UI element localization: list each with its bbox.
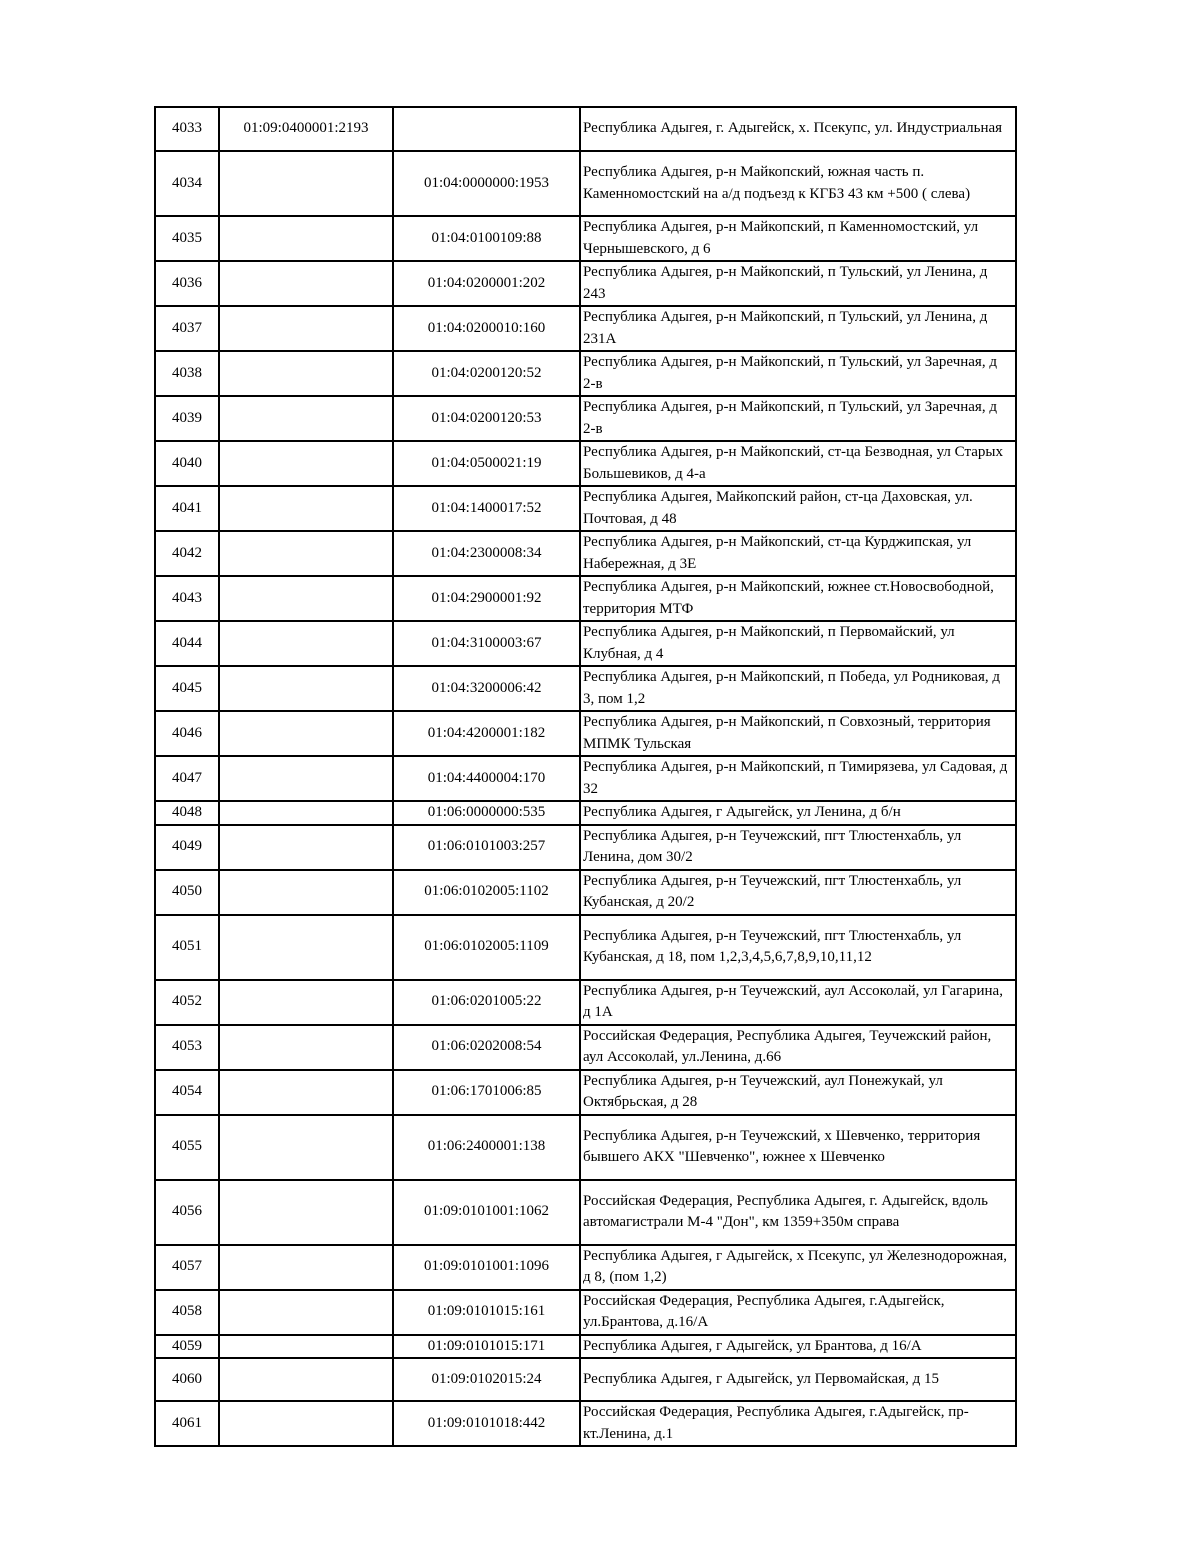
address-cell: Республика Адыгея, р-н Майкопский, п Каменномостский, ул Чернышевского, д 6	[580, 216, 1016, 261]
row-number-cell: 4041	[155, 486, 219, 531]
cadastral-number-cell	[219, 825, 393, 870]
row-number-cell: 4046	[155, 711, 219, 756]
table-row	[155, 1245, 1016, 1290]
cadastral-number-alt-cell: 01:06:2400001:138	[393, 1115, 580, 1180]
cadastral-number-alt-cell: 01:06:0102005:1109	[393, 915, 580, 980]
table-row	[155, 261, 1016, 306]
address-cell: Республика Адыгея, р-н Майкопский, п Тульский, ул Заречная, д 2-в	[580, 396, 1016, 441]
cadastral-number-cell	[219, 1180, 393, 1245]
cadastral-number-cell	[219, 216, 393, 261]
cadastral-number-alt-cell: 01:04:2300008:34	[393, 531, 580, 576]
address-cell: Республика Адыгея, р-н Майкопский, п Победа, ул Родниковая, д 3, пом 1,2	[580, 666, 1016, 711]
address-cell: Республика Адыгея, р-н Майкопский, ст-ца Курджипская, ул Набережная, д 3Е	[580, 531, 1016, 576]
cadastral-number-alt-cell: 01:09:0102015:24	[393, 1358, 580, 1401]
table-row	[155, 915, 1016, 980]
table-row	[155, 531, 1016, 576]
row-number-cell: 4047	[155, 756, 219, 801]
cadastral-number-alt-cell: 01:06:0201005:22	[393, 980, 580, 1025]
cadastral-number-cell	[219, 621, 393, 666]
table-row	[155, 825, 1016, 870]
row-number-cell: 4049	[155, 825, 219, 870]
row-number-cell: 4035	[155, 216, 219, 261]
table-row	[155, 396, 1016, 441]
table-row	[155, 1070, 1016, 1115]
table-row	[155, 1335, 1016, 1359]
row-number-cell: 4045	[155, 666, 219, 711]
address-cell: Республика Адыгея, г Адыгейск, ул Ленина, д б/н	[580, 801, 1016, 825]
cadastral-number-cell	[219, 756, 393, 801]
table-row	[155, 1180, 1016, 1245]
table-row	[155, 351, 1016, 396]
row-number-cell: 4057	[155, 1245, 219, 1290]
table-row	[155, 1358, 1016, 1401]
row-number-cell: 4038	[155, 351, 219, 396]
table-row	[155, 666, 1016, 711]
cadastral-number-alt-cell: 01:04:1400017:52	[393, 486, 580, 531]
row-number-cell: 4060	[155, 1358, 219, 1401]
cadastral-number-alt-cell: 01:09:0101001:1062	[393, 1180, 580, 1245]
row-number-cell: 4034	[155, 151, 219, 216]
row-number-cell: 4051	[155, 915, 219, 980]
address-cell: Российская Федерация, Республика Адыгея, г.Адыгейск, пр-кт.Ленина, д.1	[580, 1401, 1016, 1446]
cadastral-number-alt-cell: 01:06:0102005:1102	[393, 870, 580, 915]
cadastral-number-alt-cell: 01:04:0500021:19	[393, 441, 580, 486]
cadastral-number-alt-cell: 01:06:0101003:257	[393, 825, 580, 870]
cadastral-number-alt-cell: 01:04:3100003:67	[393, 621, 580, 666]
cadastral-number-cell	[219, 261, 393, 306]
table-row	[155, 151, 1016, 216]
row-number-cell: 4042	[155, 531, 219, 576]
cadastral-number-alt-cell: 01:04:3200006:42	[393, 666, 580, 711]
address-cell: Республика Адыгея, р-н Майкопский, п Совхозный, территория МПМК Тульская	[580, 711, 1016, 756]
cadastral-number-alt-cell: 01:04:0200120:53	[393, 396, 580, 441]
cadastral-number-alt-cell: 01:06:1701006:85	[393, 1070, 580, 1115]
row-number-cell: 4037	[155, 306, 219, 351]
row-number-cell: 4036	[155, 261, 219, 306]
row-number-cell: 4043	[155, 576, 219, 621]
row-number-cell: 4061	[155, 1401, 219, 1446]
cadastral-number-alt-cell: 01:04:0100109:88	[393, 216, 580, 261]
cadastral-number-cell	[219, 151, 393, 216]
cadastral-number-cell	[219, 576, 393, 621]
address-cell: Республика Адыгея, р-н Теучежский, аул Ассоколай, ул Гагарина, д 1А	[580, 980, 1016, 1025]
cadastral-number-alt-cell	[393, 107, 580, 151]
cadastral-number-alt-cell: 01:09:0101015:161	[393, 1290, 580, 1335]
cadastral-number-cell	[219, 351, 393, 396]
row-number-cell: 4039	[155, 396, 219, 441]
table-row	[155, 870, 1016, 915]
table-row	[155, 1025, 1016, 1070]
registry-table-body	[155, 107, 1016, 1446]
cadastral-number-cell	[219, 1335, 393, 1359]
cadastral-number-alt-cell: 01:04:4400004:170	[393, 756, 580, 801]
cadastral-number-cell	[219, 531, 393, 576]
table-row	[155, 306, 1016, 351]
table-row	[155, 1401, 1016, 1446]
cadastral-number-cell	[219, 1401, 393, 1446]
row-number-cell: 4050	[155, 870, 219, 915]
row-number-cell: 4044	[155, 621, 219, 666]
cadastral-number-cell	[219, 1025, 393, 1070]
cadastral-number-cell	[219, 1115, 393, 1180]
address-cell: Российская Федерация, Республика Адыгея, г.Адыгейск, ул.Брантова, д.16/А	[580, 1290, 1016, 1335]
cadastral-number-alt-cell: 01:09:0101015:171	[393, 1335, 580, 1359]
address-cell: Республика Адыгея, г Адыгейск, ул Первомайская, д 15	[580, 1358, 1016, 1401]
row-number-cell: 4033	[155, 107, 219, 151]
table-row	[155, 980, 1016, 1025]
row-number-cell: 4054	[155, 1070, 219, 1115]
cadastral-number-cell	[219, 441, 393, 486]
address-cell: Республика Адыгея, р-н Майкопский, п Тимирязева, ул Садовая, д 32	[580, 756, 1016, 801]
cadastral-number-alt-cell: 01:04:4200001:182	[393, 711, 580, 756]
cadastral-number-alt-cell: 01:06:0000000:535	[393, 801, 580, 825]
address-cell: Республика Адыгея, р-н Майкопский, п Тульский, ул Ленина, д 231А	[580, 306, 1016, 351]
address-cell: Республика Адыгея, р-н Теучежский, аул Понежукай, ул Октябрьская, д 28	[580, 1070, 1016, 1115]
cadastral-number-cell	[219, 801, 393, 825]
address-cell: Республика Адыгея, г Адыгейск, х Псекупс, ул Железнодорожная, д 8, (пом 1,2)	[580, 1245, 1016, 1290]
registry-table	[154, 106, 1017, 1447]
cadastral-number-alt-cell: 01:04:2900001:92	[393, 576, 580, 621]
cadastral-number-cell	[219, 980, 393, 1025]
cadastral-number-alt-cell: 01:04:0200120:52	[393, 351, 580, 396]
table-row	[155, 216, 1016, 261]
table-row	[155, 756, 1016, 801]
row-number-cell: 4048	[155, 801, 219, 825]
cadastral-number-cell: 01:09:0400001:2193	[219, 107, 393, 151]
table-row	[155, 107, 1016, 151]
address-cell: Республика Адыгея, р-н Майкопский, ст-ца Безводная, ул Старых Большевиков, д 4-а	[580, 441, 1016, 486]
row-number-cell: 4040	[155, 441, 219, 486]
table-row	[155, 621, 1016, 666]
cadastral-number-alt-cell: 01:09:0101001:1096	[393, 1245, 580, 1290]
table-row	[155, 801, 1016, 825]
cadastral-number-cell	[219, 306, 393, 351]
row-number-cell: 4053	[155, 1025, 219, 1070]
address-cell: Республика Адыгея, р-н Майкопский, южнее ст.Новосвободной, территория МТФ	[580, 576, 1016, 621]
address-cell: Республика Адыгея, г. Адыгейск, х. Псекупс, ул. Индустриальная	[580, 107, 1016, 151]
address-cell: Республика Адыгея, р-н Теучежский, пгт Тлюстенхабль, ул Ленина, дом 30/2	[580, 825, 1016, 870]
cadastral-number-cell	[219, 1245, 393, 1290]
table-row	[155, 441, 1016, 486]
address-cell: Республика Адыгея, р-н Майкопский, п Тульский, ул Ленина, д 243	[580, 261, 1016, 306]
address-cell: Республика Адыгея, р-н Теучежский, пгт Тлюстенхабль, ул Кубанская, д 20/2	[580, 870, 1016, 915]
address-cell: Российская Федерация, Республика Адыгея, Теучежский район, аул Ассоколай, ул.Ленина, д.66	[580, 1025, 1016, 1070]
row-number-cell: 4052	[155, 980, 219, 1025]
row-number-cell: 4058	[155, 1290, 219, 1335]
table-row	[155, 711, 1016, 756]
cadastral-number-alt-cell: 01:04:0000000:1953	[393, 151, 580, 216]
cadastral-number-cell	[219, 711, 393, 756]
address-cell: Республика Адыгея, р-н Майкопский, п Первомайский, ул Клубная, д 4	[580, 621, 1016, 666]
cadastral-number-cell	[219, 1358, 393, 1401]
cadastral-number-alt-cell: 01:04:0200001:202	[393, 261, 580, 306]
cadastral-number-alt-cell: 01:06:0202008:54	[393, 1025, 580, 1070]
address-cell: Республика Адыгея, г Адыгейск, ул Брантова, д 16/А	[580, 1335, 1016, 1359]
address-cell: Республика Адыгея, р-н Майкопский, п Тульский, ул Заречная, д 2-в	[580, 351, 1016, 396]
cadastral-number-alt-cell: 01:04:0200010:160	[393, 306, 580, 351]
cadastral-number-cell	[219, 1290, 393, 1335]
table-row	[155, 1290, 1016, 1335]
address-cell: Республика Адыгея, Майкопский район, ст-ца Даховская, ул. Почтовая, д 48	[580, 486, 1016, 531]
row-number-cell: 4059	[155, 1335, 219, 1359]
row-number-cell: 4055	[155, 1115, 219, 1180]
cadastral-number-cell	[219, 1070, 393, 1115]
row-number-cell: 4056	[155, 1180, 219, 1245]
address-cell: Республика Адыгея, р-н Теучежский, х Шевченко, территория бывшего АКХ "Шевченко", южнее х Шевченко	[580, 1115, 1016, 1180]
cadastral-number-alt-cell: 01:09:0101018:442	[393, 1401, 580, 1446]
cadastral-number-cell	[219, 486, 393, 531]
table-row	[155, 1115, 1016, 1180]
cadastral-number-cell	[219, 915, 393, 980]
address-cell: Республика Адыгея, р-н Теучежский, пгт Тлюстенхабль, ул Кубанская, д 18, пом 1,2,3,4,5,6,7,8,9,10,11,12	[580, 915, 1016, 980]
table-row	[155, 576, 1016, 621]
address-cell: Российская Федерация, Республика Адыгея, г. Адыгейск, вдоль автомагистрали М-4 "Дон", км 1359+350м справа	[580, 1180, 1016, 1245]
cadastral-number-cell	[219, 870, 393, 915]
cadastral-number-cell	[219, 666, 393, 711]
address-cell: Республика Адыгея, р-н Майкопский, южная часть п. Каменномостский на а/д подъезд к КГБЗ 43 км +500 ( слева)	[580, 151, 1016, 216]
cadastral-number-cell	[219, 396, 393, 441]
table-row	[155, 486, 1016, 531]
